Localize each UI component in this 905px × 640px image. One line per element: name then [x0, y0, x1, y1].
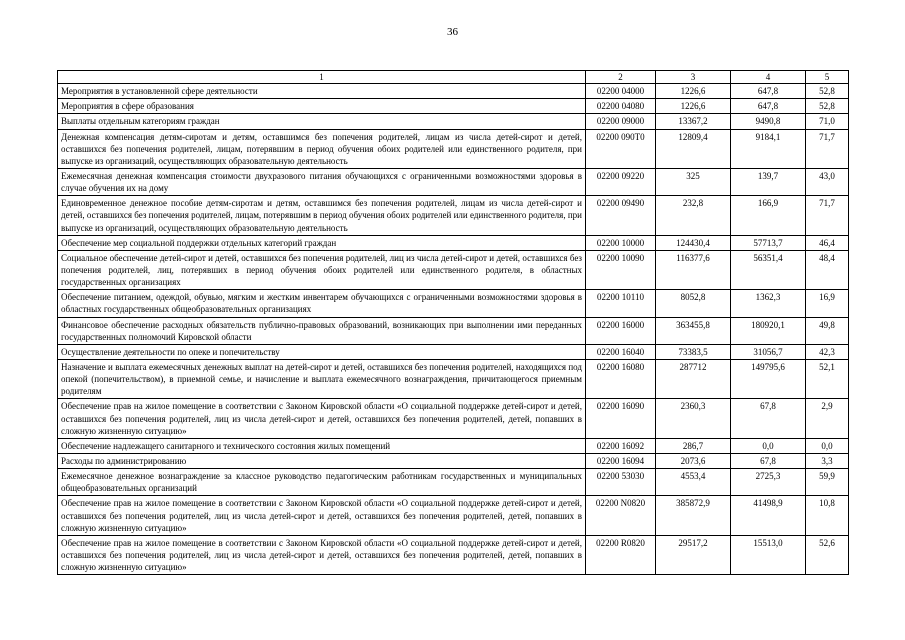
row-value-4: 56351,4	[731, 250, 806, 289]
table-body	[58, 84, 849, 575]
row-value-3: 8052,8	[656, 290, 731, 317]
column-header-5: 5	[806, 71, 849, 84]
table-row	[58, 250, 849, 289]
row-description: Финансовое обеспечение расходных обязательств публично-правовых образований, возникающих при выполнении ими переданных государственных полномочий Кировской области	[58, 317, 586, 344]
row-value-3: 2073,6	[656, 453, 731, 468]
row-code: 02200 16080	[586, 359, 656, 398]
row-code: 02200 10090	[586, 250, 656, 289]
row-code: 02200 09490	[586, 196, 656, 235]
row-description: Денежная компенсация детям-сиротам и детям, оставшимся без попечения родителей, лицам из числа детей-сирот и детей, оставшихся без попечения родителей, лицам, потерявшим в период обучения обоих родителей или единственного родителя, при выпуске из организаций, осуществляющих образовательную деятельность	[58, 129, 586, 168]
row-code: 02200 16040	[586, 344, 656, 359]
table-row	[58, 196, 849, 235]
row-value-3: 116377,6	[656, 250, 731, 289]
row-value-5: 46,4	[806, 235, 849, 250]
row-value-5: 52,6	[806, 535, 849, 574]
row-value-5: 59,9	[806, 469, 849, 496]
row-description: Обеспечение надлежащего санитарного и технического состояния жилых помещений	[58, 438, 586, 453]
row-value-3: 232,8	[656, 196, 731, 235]
row-value-3: 124430,4	[656, 235, 731, 250]
row-value-5: 42,3	[806, 344, 849, 359]
row-code: 02200 10110	[586, 290, 656, 317]
row-value-4: 9490,8	[731, 114, 806, 129]
row-value-3: 12809,4	[656, 129, 731, 168]
row-code: 02200 16094	[586, 453, 656, 468]
table-row	[58, 438, 849, 453]
row-description: Обеспечение питанием, одеждой, обувью, мягким и жестким инвентарем обучающихся с ограниченными возможностями здоровья в областных государственных общеобразовательных организациях	[58, 290, 586, 317]
row-description: Ежемесячная денежная компенсация стоимости двухразового питания обучающихся с ограниченными возможностями здоровья в случае обучения их на дому	[58, 168, 586, 195]
table-row	[58, 114, 849, 129]
table-row	[58, 359, 849, 398]
row-description: Обеспечение мер социальной поддержки отдельных категорий граждан	[58, 235, 586, 250]
row-code: 02200 16092	[586, 438, 656, 453]
row-code: 02200 04000	[586, 84, 656, 99]
row-description: Осуществление деятельности по опеке и попечительству	[58, 344, 586, 359]
row-code: 02200 090T0	[586, 129, 656, 168]
column-header-1: 1	[58, 71, 586, 84]
row-description: Расходы по администрированию	[58, 453, 586, 468]
row-value-3: 325	[656, 168, 731, 195]
row-code: 02200 10000	[586, 235, 656, 250]
row-code: 02200 09000	[586, 114, 656, 129]
table-row	[58, 84, 849, 99]
row-value-5: 2,9	[806, 399, 849, 438]
table-row	[58, 535, 849, 574]
row-value-5: 49,8	[806, 317, 849, 344]
row-value-4: 139,7	[731, 168, 806, 195]
row-description: Социальное обеспечение детей-сирот и детей, оставшихся без попечения родителей, лиц из числа детей-сирот и детей, оставшихся без попечения родителей, лиц, потерявших в период обучения обоих родителей или единственного родителя, в областных государственных организациях	[58, 250, 586, 289]
row-value-5: 0,0	[806, 438, 849, 453]
row-value-5: 52,1	[806, 359, 849, 398]
table-row	[58, 317, 849, 344]
table-row	[58, 453, 849, 468]
row-value-3: 286,7	[656, 438, 731, 453]
row-value-3: 385872,9	[656, 496, 731, 535]
row-description: Обеспечение прав на жилое помещение в соответствии с Законом Кировской области «О социальной поддержке детей-сирот и детей, оставшихся без попечения родителей, лиц из числа детей-сирот и детей, оставшихся без попечения родителей, детей, попавших в сложную жизненную ситуацию»	[58, 496, 586, 535]
column-header-3: 3	[656, 71, 731, 84]
row-code: 02200 09220	[586, 168, 656, 195]
row-value-5: 71,7	[806, 196, 849, 235]
row-value-3: 29517,2	[656, 535, 731, 574]
row-value-4: 647,8	[731, 84, 806, 99]
row-value-4: 9184,1	[731, 129, 806, 168]
row-value-5: 71,7	[806, 129, 849, 168]
row-value-5: 3,3	[806, 453, 849, 468]
row-value-4: 166,9	[731, 196, 806, 235]
row-description: Назначение и выплата ежемесячных денежных выплат на детей-сирот и детей, оставшихся без попечения родителей, находящихся под опекой (попечительством), в приемной семье, и начисление и выплата ежемесячного вознаграждения, причитающегося приемным родителям	[58, 359, 586, 398]
row-value-5: 16,9	[806, 290, 849, 317]
row-description: Мероприятия в сфере образования	[58, 99, 586, 114]
row-description: Мероприятия в установленной сфере деятельности	[58, 84, 586, 99]
row-description: Ежемесячное денежное вознаграждение за классное руководство педагогическим работникам государственных и муниципальных общеобразовательных организаций	[58, 469, 586, 496]
row-value-5: 52,8	[806, 84, 849, 99]
row-code: 02200 16090	[586, 399, 656, 438]
row-value-3: 363455,8	[656, 317, 731, 344]
row-value-3: 2360,3	[656, 399, 731, 438]
row-code: 02200 R0820	[586, 535, 656, 574]
row-value-4: 41498,9	[731, 496, 806, 535]
row-value-4: 57713,7	[731, 235, 806, 250]
column-header-4: 4	[731, 71, 806, 84]
page-number: 36	[447, 26, 458, 38]
row-code: 02200 16000	[586, 317, 656, 344]
row-value-3: 287712	[656, 359, 731, 398]
row-value-3: 13367,2	[656, 114, 731, 129]
row-value-4: 15513,0	[731, 535, 806, 574]
table-row	[58, 399, 849, 438]
row-value-3: 1226,6	[656, 84, 731, 99]
row-value-4: 149795,6	[731, 359, 806, 398]
table-row	[58, 496, 849, 535]
row-value-3: 1226,6	[656, 99, 731, 114]
row-code: 02200 04080	[586, 99, 656, 114]
table-row	[58, 290, 849, 317]
row-value-5: 48,4	[806, 250, 849, 289]
row-description: Обеспечение прав на жилое помещение в соответствии с Законом Кировской области «О социальной поддержке детей-сирот и детей, оставшихся без попечения родителей, лиц из числа детей-сирот и детей, оставшихся без попечения родителей, детей, попавших в сложную жизненную ситуацию»	[58, 399, 586, 438]
table-row	[58, 469, 849, 496]
row-value-5: 43,0	[806, 168, 849, 195]
row-value-5: 10,8	[806, 496, 849, 535]
row-value-3: 4553,4	[656, 469, 731, 496]
row-value-5: 52,8	[806, 99, 849, 114]
table-row	[58, 99, 849, 114]
row-value-4: 1362,3	[731, 290, 806, 317]
row-value-4: 180920,1	[731, 317, 806, 344]
table-row	[58, 235, 849, 250]
row-value-3: 73383,5	[656, 344, 731, 359]
row-value-4: 31056,7	[731, 344, 806, 359]
row-value-4: 2725,3	[731, 469, 806, 496]
table-row	[58, 168, 849, 195]
row-value-4: 67,8	[731, 399, 806, 438]
row-code: 02200 53030	[586, 469, 656, 496]
table-row	[58, 129, 849, 168]
table-row	[58, 344, 849, 359]
row-value-4: 647,8	[731, 99, 806, 114]
row-code: 02200 N0820	[586, 496, 656, 535]
row-value-4: 67,8	[731, 453, 806, 468]
budget-table	[57, 70, 849, 575]
column-header-2: 2	[586, 71, 656, 84]
row-description: Единовременное денежное пособие детям-сиротам и детям, оставшимся без попечения родителей, лицам из числа детей-сирот и детей, оставшихся без попечения родителей, лицам, потерявшим в период обучения обоих родителей или единственного родителя, при выпуске из организаций, осуществляющих образовательную деятельность	[58, 196, 586, 235]
row-description: Выплаты отдельным категориям граждан	[58, 114, 586, 129]
row-value-5: 71,0	[806, 114, 849, 129]
row-value-4: 0,0	[731, 438, 806, 453]
table-header-row	[58, 71, 849, 84]
row-description: Обеспечение прав на жилое помещение в соответствии с Законом Кировской области «О социальной поддержке детей-сирот и детей, оставшихся без попечения родителей, лиц из числа детей-сирот и детей, оставшихся без попечения родителей, детей, попавших в сложную жизненную ситуацию»	[58, 535, 586, 574]
